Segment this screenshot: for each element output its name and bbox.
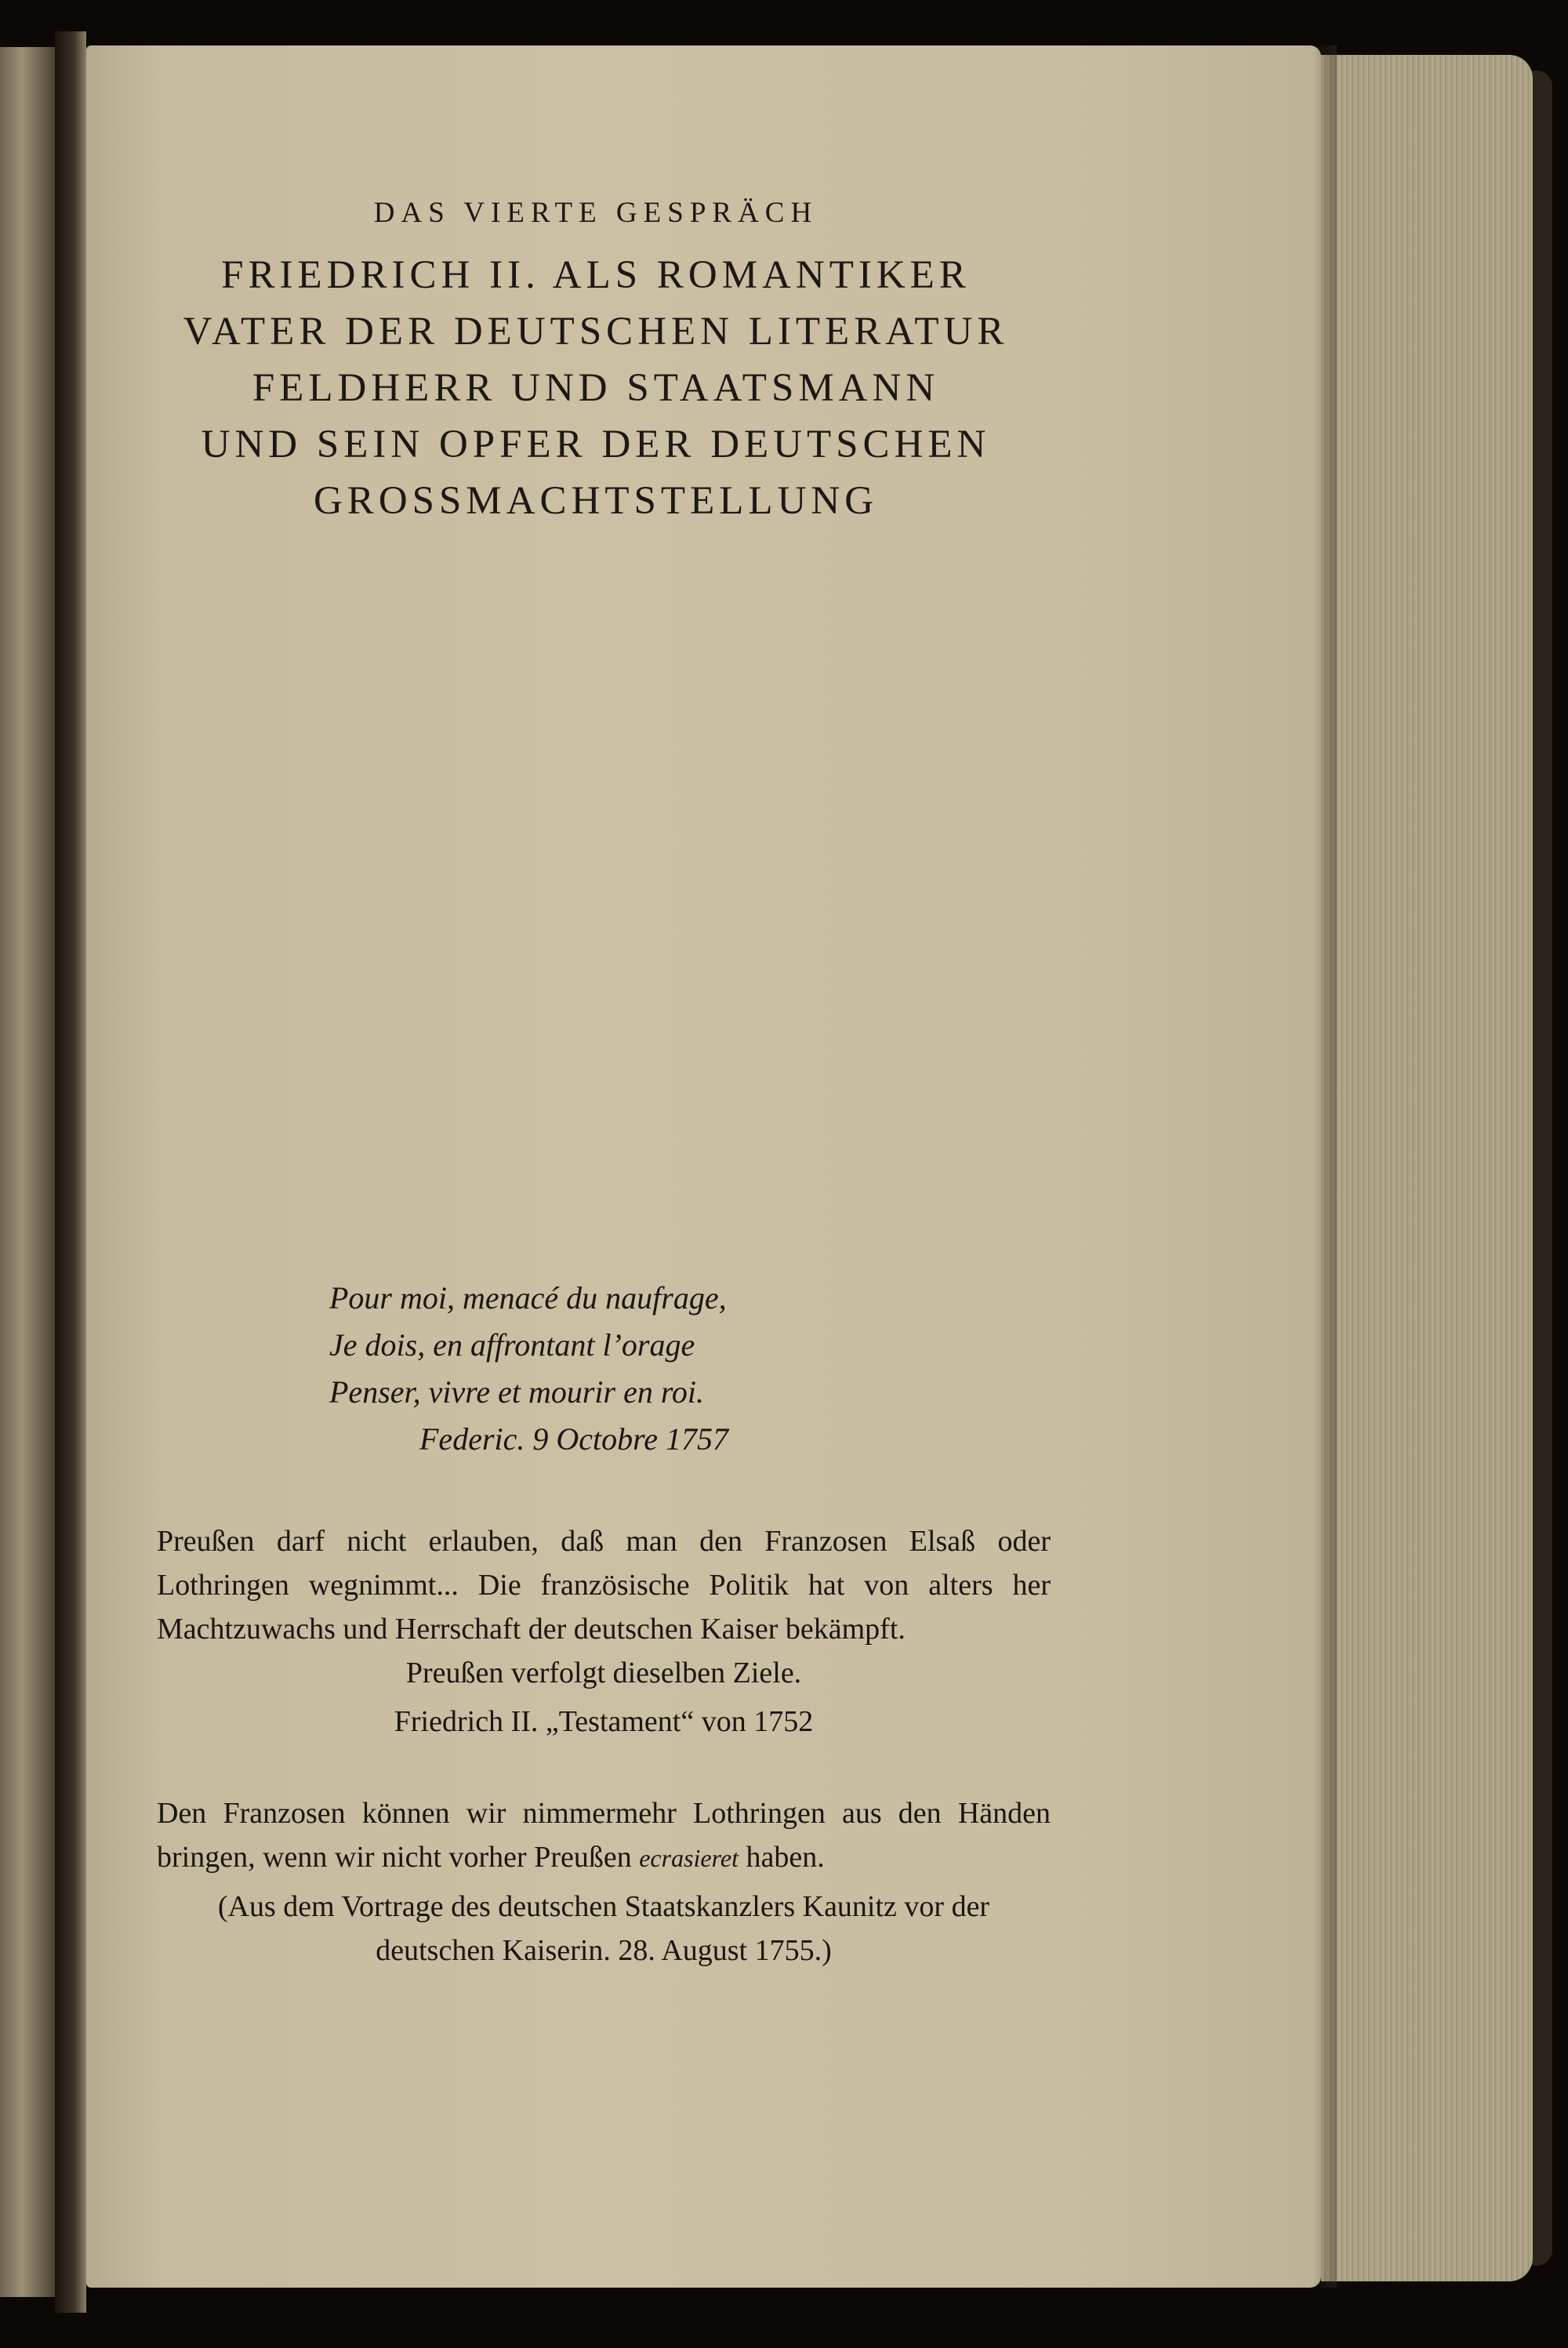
quote-2-text-after: haben. <box>746 1841 825 1874</box>
quote-2-text <box>157 1791 1051 1880</box>
epigraph-quote-1 <box>157 1519 1051 1744</box>
page-edge-shadow <box>1313 45 1337 2288</box>
poem-signature: Federic. 9 Octobre 1757 <box>419 1421 728 1457</box>
chapter-title-line-2: VATER DER DEUTSCHEN LITERATUR <box>183 310 1009 354</box>
quote-2-source-line-1: (Aus dem Vortrage des deutschen Staatskanzlers Kaunitz vor der <box>217 1890 990 1923</box>
page-stack-edges <box>1321 55 1533 2281</box>
epigraph-quote-2 <box>157 1791 1051 1972</box>
quote-2-source-line-2: deutschen Kaiserin. 28. August 1755.) <box>376 1934 832 1967</box>
chapter-title-line-1: FRIEDRICH II. ALS ROMANTIKER <box>221 253 971 297</box>
book-gutter <box>55 31 86 2313</box>
poem-line-2: Je dois, en affrontant l’orage <box>329 1327 695 1363</box>
epigraph-poem <box>329 1275 878 1463</box>
previous-page-edge <box>0 47 55 2297</box>
quote-2-text-before: Den Franzosen können wir nimmermehr Lothringen aus den Händen bringen, wenn wir nicht vorher Preußen <box>157 1797 1051 1874</box>
quote-1-text: Preußen darf nicht erlauben, daß man den Franzosen Elsaß oder Lothringen wegnimmt... Die französische Politik hat von alters her Machtzuwachs und Herrschaft der deutschen Kaiser bekämpft. <box>157 1525 1051 1646</box>
chapter-title-line-4: UND SEIN OPFER DER DEUTSCHEN <box>201 423 991 466</box>
quote-1-source: Friedrich II. „Testament“ von 1752 <box>394 1705 814 1738</box>
chapter-kicker: DAS VIERTE GESPRÄCH <box>373 197 818 229</box>
chapter-title-line-3: FELDHERR UND STAATSMANN <box>252 366 940 410</box>
poem-line-1: Pour moi, menacé du naufrage, <box>329 1280 727 1316</box>
chapter-heading <box>157 196 1035 529</box>
quote-2-italic-word: ecrasieret <box>639 1844 739 1872</box>
chapter-title-line-5: GROSSMACHTSTELLUNG <box>313 479 879 523</box>
poem-line-3: Penser, vivre et mourir en roi. <box>329 1374 705 1410</box>
quote-1-last-line: Preußen verfolgt dieselben Ziele. <box>405 1657 802 1689</box>
